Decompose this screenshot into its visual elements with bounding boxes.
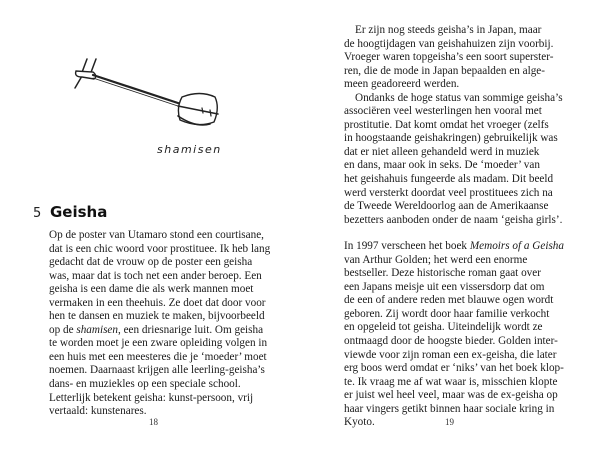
text-line: dat er niet alleen gehandeld werd in muziek [344,145,540,158]
text-line: een Japans meisje uit een vissersdorp dat om [344,280,545,293]
text-line: prostitutie. Dat komt omdat het vroeger (zelfs [344,118,549,131]
page-number: 18 [149,417,158,427]
illustration-caption: shamisen [157,143,222,156]
text-line: viewde voor zijn roman een ex-geisha, die later [344,348,557,361]
text-line: geboren. Zij wordt door haar familie verkocht [344,307,550,320]
text-line: dat is een chic woord voor prostituee. Ik heb lang [49,242,271,255]
text-fragment: In 1997 verscheen het boek [344,240,470,253]
text-line: Kyoto. [344,416,375,429]
text-line: ren, die de mode in Japan bepaalden en alge- [344,64,545,77]
text-line: erg boos werd omdat er ‘niks’ van het boek klop- [344,362,564,375]
chapter-title: Geisha [50,203,108,221]
text-line: associëren veel westerlingen hen vooral met [344,105,542,118]
text-line: bestseller. Deze historische roman gaat over [344,267,541,280]
text-line: de een of andere reden met blauwe ogen wordt [344,294,554,307]
text-line: Op de poster van Utamaro stond een courtisane, [49,229,264,241]
text-line: vermaken in een theehuis. Ze doet dat door voor [49,296,266,309]
text-line: dans- en muziekles op een speciale school. [49,378,241,391]
text-line: Er zijn nog steeds geisha’s in Japan, maar [355,24,542,36]
text-line: Letterlijk betekent geisha: kunst-persoon, vrij [49,391,254,404]
text-line: noemen. Daarnaast krijgen alle leerling-geisha’s [49,364,265,377]
text-line: Ondanks de hoge status van sommige geisha’s [355,91,563,104]
text-line: in hoogstaande geishakringen) gebruikelijk was [344,132,558,145]
text-fragment: , een driesnarige luit. Om geisha [118,323,264,336]
text-line: gedacht dat de vrouw op de poster een geisha [49,256,253,269]
text-line: en opgeleid tot geisha. Uiteindelijk wordt ze [344,321,543,334]
book-title: Memoirs of a Geisha [469,240,564,253]
text-line: haar vingers getikt binnen haar sociale kring in [344,402,555,415]
paragraph [344,92,580,227]
text-line: vertaald: kunstenares. [49,405,147,418]
text-line: bezetters aanboden onder de naam ‘geisha girls’. [344,213,563,226]
text-line [49,324,285,338]
text-line: de Tweede Wereldoorlog aan de Amerikaanse [344,200,549,213]
text-line: te worden moet je een zware opleiding volgen in [49,337,268,350]
right-page [300,0,600,450]
paragraph-gap [344,227,580,240]
text-line: en dans, maar ook in seks. De ‘moeder’ van [344,159,540,172]
italic-term: shamisen [76,323,118,336]
text-line: Vroeger waren topgeisha’s een soort superster- [344,51,554,64]
text-line: het geishahuis fungeerde als madam. Dit beeld [344,173,554,186]
paragraph [344,24,580,92]
text-line: meen geadoreerd werden. [344,78,460,91]
chapter-number: 5 [33,206,42,221]
text-line: hen te dansen en muziek te maken, bijvoorbeeld [49,310,265,323]
page-number: 19 [445,417,454,427]
text-line: was, maar dat is toch net een ander beroep. Een [49,269,262,282]
text-line: van Arthur Golden; het werd een enorme [344,253,528,266]
text-line: een huis met een meesteres die je ‘moeder’ moet [49,350,267,363]
text-line [344,240,580,254]
text-line: te. Ik vraag me af wat waar is, misschien klopte [344,375,558,388]
paragraph [344,254,580,430]
chapter-heading [33,202,107,221]
text-line: werd versterkt doordat veel prostituees zich na [344,186,553,199]
right-page-body [344,24,580,430]
text-line: geisha is een dame die als werk mannen moet [49,283,254,296]
text-fragment: op de [49,323,77,336]
text-line: de hoogtijdagen van geishahuizen zijn voorbij. [344,37,554,50]
text-line: er juist wel heel veel, maar was de ex-geisha op [344,389,558,402]
text-line: ontmaagd door de hoogste bieder. Golden inter- [344,335,558,348]
left-page-body [49,229,285,419]
